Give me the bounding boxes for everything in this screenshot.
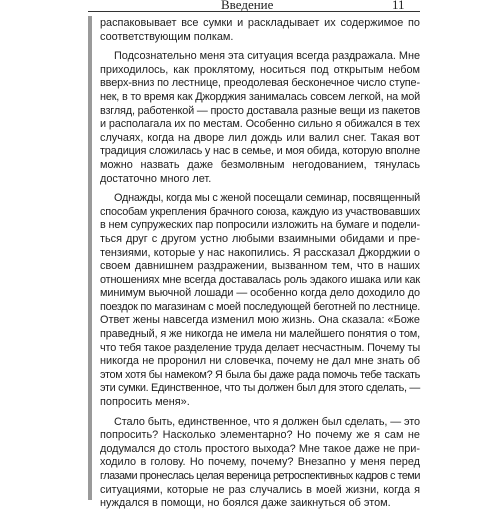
- text-line: нек, в то время как Джорджия занималась совсем легкой, на мой: [100, 90, 420, 103]
- text-line: ситуациями, которые не раз случались в моей жизни, когда я: [100, 483, 420, 496]
- text-line: эти сумки. Единственное, что ты должен был для этого сделать, —: [100, 382, 420, 395]
- paragraph: [100, 416, 420, 511]
- text-line: ходило в голову. Но почему, почему? Внезапно у меня перед: [100, 456, 420, 469]
- text-line: распаковывает все сумки и раскладывает их содержимое по: [100, 17, 420, 29]
- text-line: своем давнишнем раздражении, вызванном тем, что в наших: [100, 260, 420, 273]
- paragraph: [100, 17, 420, 44]
- text-line: ться друг с другом устно любыми взаимными обидами и пре-: [100, 232, 420, 245]
- text-line: вверх-вниз по лестнице, преодолевая бесконечное число ступе-: [100, 77, 420, 90]
- chapter-title: Введение: [221, 0, 274, 12]
- text-line: способам укрепления брачного союза, каждую из участвовавших: [100, 205, 420, 218]
- text-line: что тебя такое разделение труда делает несчастным. Почему ты: [100, 341, 420, 354]
- text-line: праведный, я же никогда не имела ни малейшего понятия о том,: [100, 328, 420, 341]
- text-line: этом хотя бы намеком? Я была бы даже рада помочь тебе таскать: [100, 368, 420, 381]
- page-number: 11: [392, 0, 405, 12]
- text-line: соответствующим полкам.: [100, 30, 234, 43]
- text-line: попросить? Насколько элементарно? Но почему же я сам не: [100, 429, 420, 442]
- text-line: минимум вьючной лошади — особенно когда дело доходило до: [100, 287, 420, 300]
- text-line: Однажды, когда мы с женой посещали семинар, посвященный: [114, 192, 421, 205]
- text-line: и располагала их по местам. Особенно сильно я обижался в тех: [100, 118, 420, 131]
- text-line: Стало быть, единственное, что я должен был сделать, — это: [114, 415, 420, 428]
- paragraph: [100, 50, 420, 186]
- text-line: случаях, когда на дворе лил дождь или валил снег. Такая вот: [100, 131, 420, 144]
- paragraph: [100, 192, 420, 410]
- text-line: никогда не проронил ни словечка, почему не дал мне знать об: [100, 355, 420, 368]
- text-line: взгляд, работенкой — просто доставала разные вещи из пакетов: [100, 104, 420, 117]
- text-line: тензиями, которые у нас накопились. Я рассказал Джорджии о: [100, 246, 420, 259]
- text-line: Ответ жены навсегда изменил мою жизнь. Она сказала: «Боже: [100, 314, 420, 327]
- text-line: отношениях мне всегда доставалась роль эдакого ишака или как: [100, 273, 420, 286]
- text-line: достаточно много лет.: [100, 172, 212, 185]
- text-line: попросить меня».: [100, 396, 190, 409]
- text-line: нуждался в помощи, но боялся даже заикнуться об этом.: [100, 497, 391, 510]
- text-line: можно назвать даже безмолвным негодованием, тянулась: [100, 158, 420, 171]
- text-line: глазами пронеслась целая вереница ретроспективных кадров с теми: [100, 470, 420, 482]
- text-line: Подсознательно меня эта ситуация всегда раздражала. Мне: [114, 50, 420, 63]
- text-line: додумался до столь простого выхода? Мне такое даже не при-: [100, 442, 420, 455]
- body-text: [100, 17, 420, 511]
- text-line: традиция сложилась у нас в семье, и моя обида, которую вполне: [100, 145, 420, 158]
- text-line: приходилось, как проклятому, носиться под открытым небом: [100, 63, 420, 76]
- margin-bar: [88, 16, 92, 500]
- text-line: поездок по магазинам с моей последующей беготней по лестнице.: [100, 300, 420, 313]
- text-line: в нем супружеских пар попросили изложить на бумаге и подели-: [100, 219, 420, 232]
